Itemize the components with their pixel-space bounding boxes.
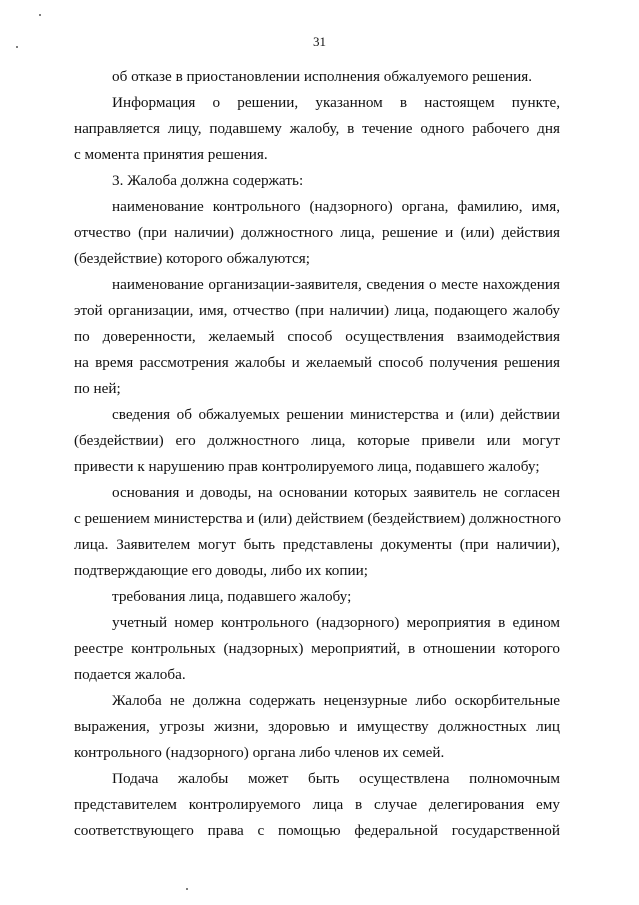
text-line: отчество (при наличии) должностного лица, решение и (или) действия [74,224,560,241]
text-line: 3. Жалоба должна содержать: [112,172,304,189]
text-line: выражения, угрозы жизни, здоровью и имуществу должностных лиц [74,718,560,735]
text-line: Подача жалобы может быть осуществлена полномочным [112,770,560,787]
text-line: привести к нарушению прав контролируемого лица, подавшего жалобу; [74,458,540,475]
scan-speck [39,14,41,16]
text-line: наименование организации-заявителя, сведения о месте нахождения [112,276,560,293]
text-line: (бездействии) его должностного лица, которые привели или могут [74,432,560,449]
text-line: основания и доводы, на основании которых заявитель не согласен [112,484,560,501]
page-number: 31 [313,34,326,49]
scan-speck [186,888,188,890]
text-line: реестре контрольных (надзорных) мероприятий, в отношении которого [74,640,560,657]
text-line: Жалоба не должна содержать нецензурные либо оскорбительные [112,692,560,709]
text-line: по ней; [74,380,121,397]
text-line: соответствующего права с помощью федеральной государственной [74,822,560,839]
text-line: подтверждающие его доводы, либо их копии; [74,562,368,579]
text-line: об отказе в приостановлении исполнения обжалуемого решения. [112,68,533,85]
text-line: представителем контролируемого лица в случае делегирования ему [74,796,560,813]
text-line: лица. Заявителем могут быть представлены документы (при наличии), [74,536,560,553]
text-line: контрольного (надзорного) органа либо членов их семей. [74,744,445,761]
text-line: с момента принятия решения. [74,146,268,163]
text-line: наименование контрольного (надзорного) органа, фамилию, имя, [112,198,560,215]
text-line: направляется лицу, подавшему жалобу, в течение одного рабочего дня [74,120,560,137]
text-line: этой организации, имя, отчество (при наличии) лица, подающего жалобу [74,302,560,319]
text-line: требования лица, подавшего жалобу; [112,588,352,605]
text-line: на время рассмотрения жалобы и желаемый способ получения решения [74,354,560,371]
text-line: с решением министерства и (или) действием (бездействием) должностного [74,510,561,527]
text-line: (бездействие) которого обжалуются; [74,250,310,267]
text-line: Информация о решении, указанном в настоящем пункте, [112,94,560,111]
text-line: сведения об обжалуемых решении министерства и (или) действии [112,406,560,423]
text-line: подается жалоба. [74,666,186,683]
text-line: учетный номер контрольного (надзорного) мероприятия в едином [112,614,560,631]
text-line: по доверенности, желаемый способ осуществления взаимодействия [74,328,560,345]
scan-speck [16,46,18,48]
